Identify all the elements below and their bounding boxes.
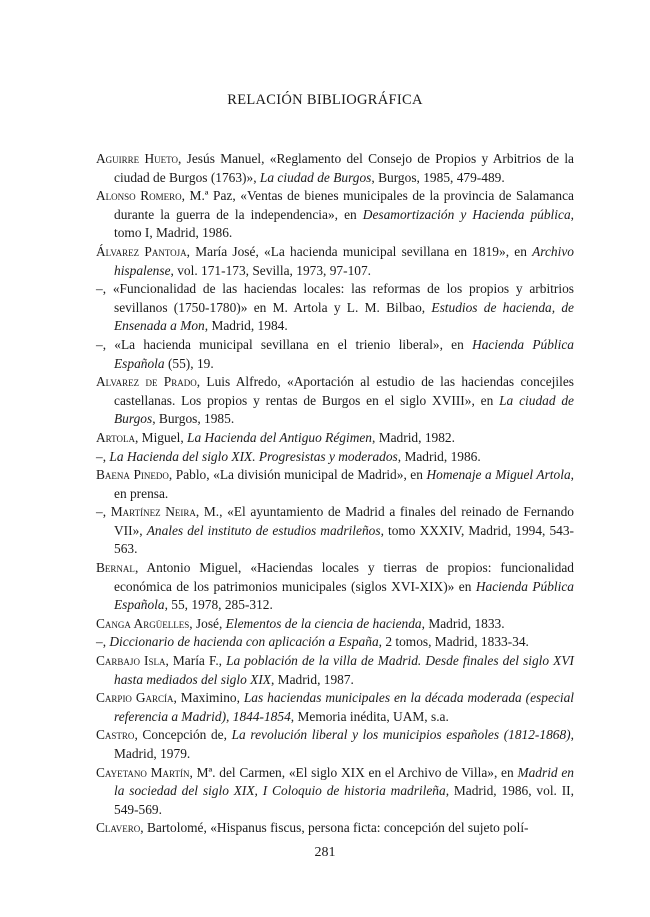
bibliography-entry	[96, 559, 574, 615]
entry-italic: Las haciendas municipales en la década moderada (especial referencia a Madrid), 1844-1854	[114, 690, 574, 724]
entry-author: Clavero	[96, 820, 141, 836]
entry-author-rest: –,	[96, 336, 115, 352]
entry-author: Bernal	[96, 560, 135, 576]
entry-italic: Madrid en la sociedad del siglo XIX, I Coloquio de historia madrileña	[114, 764, 574, 799]
entry-author-rest: , Antonio Miguel,	[134, 560, 251, 576]
entry-italic: Estudios de hacienda, de Ensenada a Mon	[114, 299, 574, 334]
bibliography-entry	[96, 448, 574, 467]
entry-author: Aguirre Hueto	[96, 151, 178, 166]
entry-author-rest: , María F.,	[165, 653, 227, 669]
entry-after: , tomo I, Madrid, 1986.	[114, 206, 574, 241]
entry-italic: Elementos de la ciencia de hacienda	[225, 615, 422, 631]
entry-author: Alonso Romero	[96, 188, 182, 204]
entry-author-rest: , Miguel,	[134, 429, 188, 445]
entry-author-rest: , Luis Alfredo,	[196, 374, 288, 390]
entry-author-rest: –,	[96, 448, 110, 464]
entry-author-rest: –,	[96, 281, 113, 297]
entry-italic: La revolución liberal y los municipios españoles (1812-1868)	[231, 727, 571, 743]
entry-italic: La Hacienda del siglo XIX. Progresistas y moderados	[109, 448, 398, 464]
entry-author: Baena Pinedo	[96, 467, 169, 483]
entry-text: «La hacienda municipal sevillana en 1819», en	[264, 243, 533, 259]
entry-after: , Burgos, 1985, 479-489.	[371, 169, 505, 185]
entry-text: «La hacienda municipal sevillana en el trienio liberal», en	[114, 336, 473, 352]
bibliography-entry	[96, 615, 574, 634]
entry-author-rest: , M.ª Paz,	[181, 188, 241, 204]
entry-author-rest: , Bartolomé,	[140, 820, 211, 836]
entry-after: , Madrid, 1833.	[421, 615, 505, 631]
bibliography-entry	[96, 466, 574, 503]
entry-author: Álvarez Pantoja	[96, 243, 187, 259]
section-title: RELACIÓN BIBLIOGRÁFICA	[227, 92, 423, 108]
entry-author-rest: –,	[96, 504, 111, 520]
bibliography-entry	[96, 819, 574, 838]
bibliography-entry	[96, 150, 574, 187]
entry-text: «Aportación al estudio de las haciendas concejiles castellanas. Los propios y rentas de Burgos en el siglo XVIII», en	[114, 374, 574, 408]
entry-text: «La división municipal de Madrid», en	[213, 467, 427, 483]
entry-text: «Reglamento del Consejo de Propios y Arbitrios de la ciudad de Burgos (1763)»,	[114, 151, 574, 185]
entry-after: , 2 tomos, Madrid, 1833-34.	[378, 634, 529, 650]
bibliography-entry	[96, 243, 574, 280]
entry-italic: La ciudad de Burgos	[114, 392, 575, 427]
entry-author: Carbajo Isla	[96, 653, 166, 669]
entry-after: , Madrid, 1986.	[397, 448, 481, 464]
entry-text: «Hispanus fiscus, persona ficta: concepción del sujeto polí-	[210, 820, 529, 836]
bibliography-entry	[96, 503, 574, 559]
entry-author-rest: , José,	[189, 615, 226, 631]
bibliography-entry	[96, 336, 574, 373]
entry-text: , M., «El ayuntamiento de Madrid a finales del reinado de Fernando VII»,	[114, 504, 574, 538]
entry-after: , Madrid, 1986, vol. II, 549-569.	[114, 783, 574, 817]
entry-after: (55), 19.	[164, 355, 214, 371]
entry-after: , tomo XXXIV, Madrid, 1994, 543-563.	[114, 522, 574, 557]
entry-italic: La ciudad de Burgos	[259, 169, 372, 185]
page-number: 281	[314, 845, 336, 860]
entry-author: Cayetano Martín	[96, 764, 190, 780]
entry-after: , 55, 1978, 285-312.	[164, 597, 273, 613]
entry-author-rest: –,	[96, 634, 110, 650]
entry-author-rest: , Concepción de,	[134, 727, 232, 743]
entry-italic: La población de la villa de Madrid. Desde finales del siglo XVI hasta mediados del siglo XIX	[114, 653, 574, 687]
bibliography-entry	[96, 764, 574, 820]
entry-author: Castro	[96, 727, 135, 743]
entry-author: Martínez Neira	[110, 504, 196, 520]
entry-author-rest: , Mª. del Carmen,	[189, 764, 289, 780]
entry-after: , Madrid, 1987.	[270, 671, 354, 687]
entry-italic: Hacienda Pública Española	[114, 336, 575, 371]
entry-text: «Funcionalidad de las haciendas locales: las reformas de los propios y arbitrios sevillanos (1750-1780)» en M. Artola y L. M. Bilbao,	[112, 281, 574, 315]
entry-author-rest: , Jesús Manuel,	[177, 151, 270, 166]
bibliography-entry	[96, 373, 574, 429]
entry-after: , Memoria inédita, UAM, s.a.	[290, 708, 449, 724]
entry-author-rest: , Maximino,	[173, 690, 244, 706]
entry-italic: Anales del instituto de estudios madrileños	[146, 522, 381, 538]
entry-text: «Haciendas locales y tierras de propios: funcionalidad económica de los patrimonios municipales (siglos XVI-XIX)» en	[114, 560, 574, 594]
bibliography-entry	[96, 652, 574, 689]
entry-text: «El siglo XIX en el Archivo de Villa», en	[288, 764, 518, 780]
entry-author: Canga Argüelles	[96, 615, 190, 631]
entry-italic: Homenaje a Miguel Artola	[426, 467, 571, 483]
entry-italic: La Hacienda del Antiguo Régimen	[187, 429, 373, 445]
entry-after: , vol. 171-173, Sevilla, 1973, 97-107.	[170, 262, 372, 278]
entry-italic: Hacienda Pública Española	[114, 578, 574, 613]
entry-author: Alvarez de Prado	[96, 374, 197, 390]
bibliography-entry	[96, 689, 574, 726]
entry-after: , Madrid, 1984.	[204, 318, 288, 334]
entry-after: , Burgos, 1985.	[152, 411, 235, 427]
bibliography-entry	[96, 187, 574, 243]
bibliography-list	[96, 150, 574, 838]
bibliography-entry	[96, 633, 574, 652]
entry-after: , en prensa.	[114, 467, 575, 501]
entry-author: Artola	[96, 429, 135, 445]
entry-author-rest: , Pablo,	[168, 467, 214, 483]
bibliography-entry	[96, 280, 574, 336]
entry-author: Carpio García	[96, 690, 174, 706]
entry-italic: Desamortización y Hacienda pública	[362, 206, 571, 222]
entry-after: , Madrid, 1979.	[114, 727, 574, 761]
entry-author-rest: , María José,	[186, 243, 265, 259]
entry-after: , Madrid, 1982.	[372, 429, 455, 445]
bibliography-entry	[96, 726, 574, 763]
bibliography-entry	[96, 429, 574, 448]
entry-italic: Diccionario de hacienda con aplicación a España	[109, 634, 379, 650]
entry-italic: Archivo hispalense	[114, 243, 574, 278]
entry-text: «Ventas de bienes municipales de la provincia de Salamanca durante la guerra de la independencia», en	[114, 188, 575, 222]
